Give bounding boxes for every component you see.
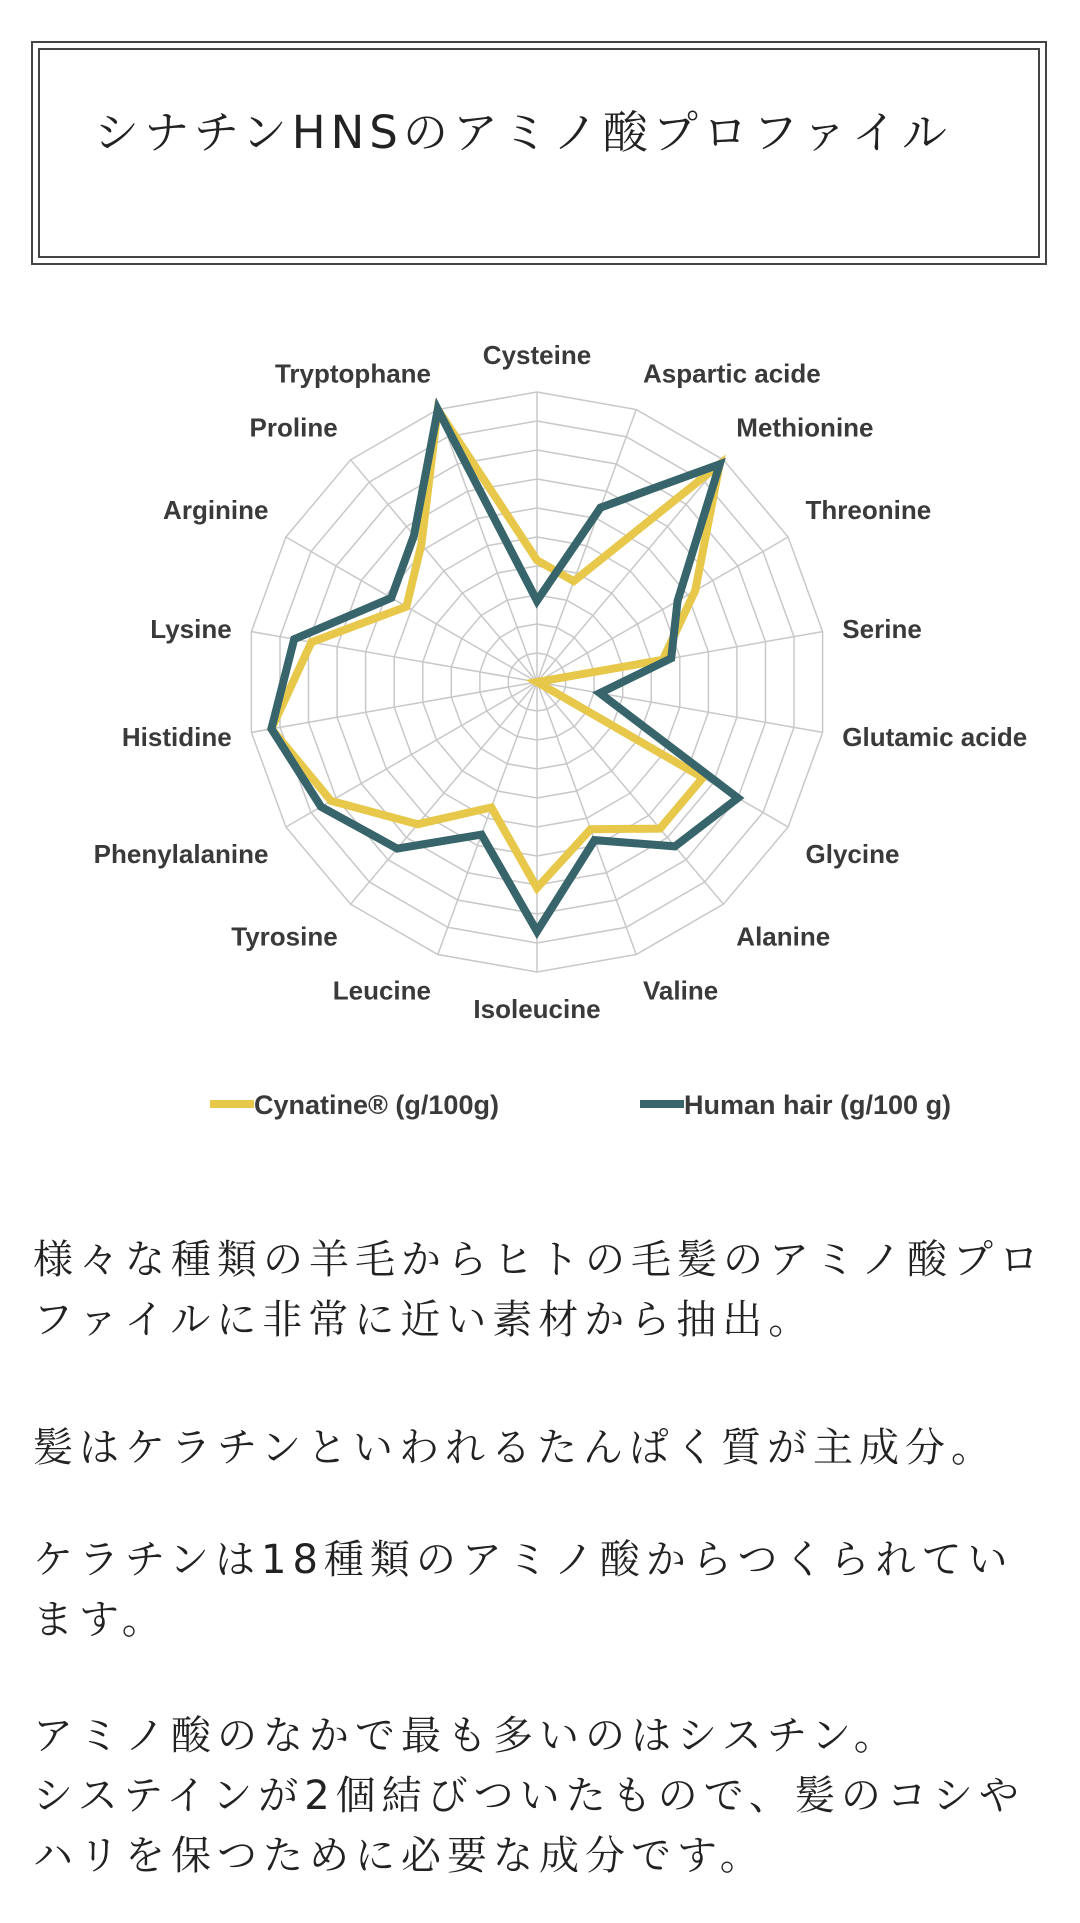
title-inner	[38, 48, 1040, 258]
axis-label: Glutamic acide	[842, 721, 1028, 752]
axis-label: Methionine	[736, 412, 874, 443]
legend-label-1: Human hair (g/100 g)	[684, 1090, 952, 1120]
axis-label: Arginine	[163, 495, 269, 525]
axis-label: Aspartic acide	[643, 358, 821, 389]
legend-label-0: Cynatine® (g/100g)	[254, 1090, 499, 1120]
radar-series	[271, 409, 738, 931]
series-line-1	[271, 410, 738, 932]
axis-label: Serine	[842, 614, 922, 645]
paragraph-4: アミノ酸のなかで最も多いのはシスチン。 システインが2個結びついたもので、髪のコシやハリを保つために必要な成分です。	[33, 1713, 1025, 1879]
axis-label: Tyrosine	[231, 921, 338, 952]
axis-label: Alanine	[736, 921, 831, 952]
axis-label: Cysteine	[482, 340, 592, 370]
axis-label: Threonine	[805, 495, 932, 525]
axis-label: Leucine	[332, 975, 431, 1006]
axis-label: Valine	[643, 975, 719, 1006]
title-box	[31, 41, 1047, 265]
axis-label: Proline	[249, 412, 338, 443]
axis-label: Tryptophane	[274, 358, 431, 389]
grid-spoke	[438, 410, 537, 683]
axis-label: Lysine	[150, 614, 232, 645]
axis-label: Glycine	[805, 839, 900, 869]
paragraph-1: 様々な種類の羊毛からヒトの毛髪のアミノ酸プロファイルに非常に近い素材から抽出。	[33, 1237, 1045, 1343]
amino-acid-radar-chart	[0, 320, 1080, 1140]
chart-legend	[210, 1090, 951, 1120]
page-title: シナチンHNSのアミノ酸プロファイル	[94, 106, 952, 159]
axis-label: Histidine	[121, 721, 232, 752]
paragraph-2: 髪はケラチンといわれるたんぱく質が主成分。	[33, 1425, 997, 1471]
axis-label: Phenylalanine	[93, 839, 269, 869]
axis-label: Isoleucine	[473, 994, 601, 1024]
axis-labels	[94, 340, 1028, 1024]
paragraph-3: ケラチンは18種類のアミノ酸からつくられています。	[33, 1537, 1014, 1643]
